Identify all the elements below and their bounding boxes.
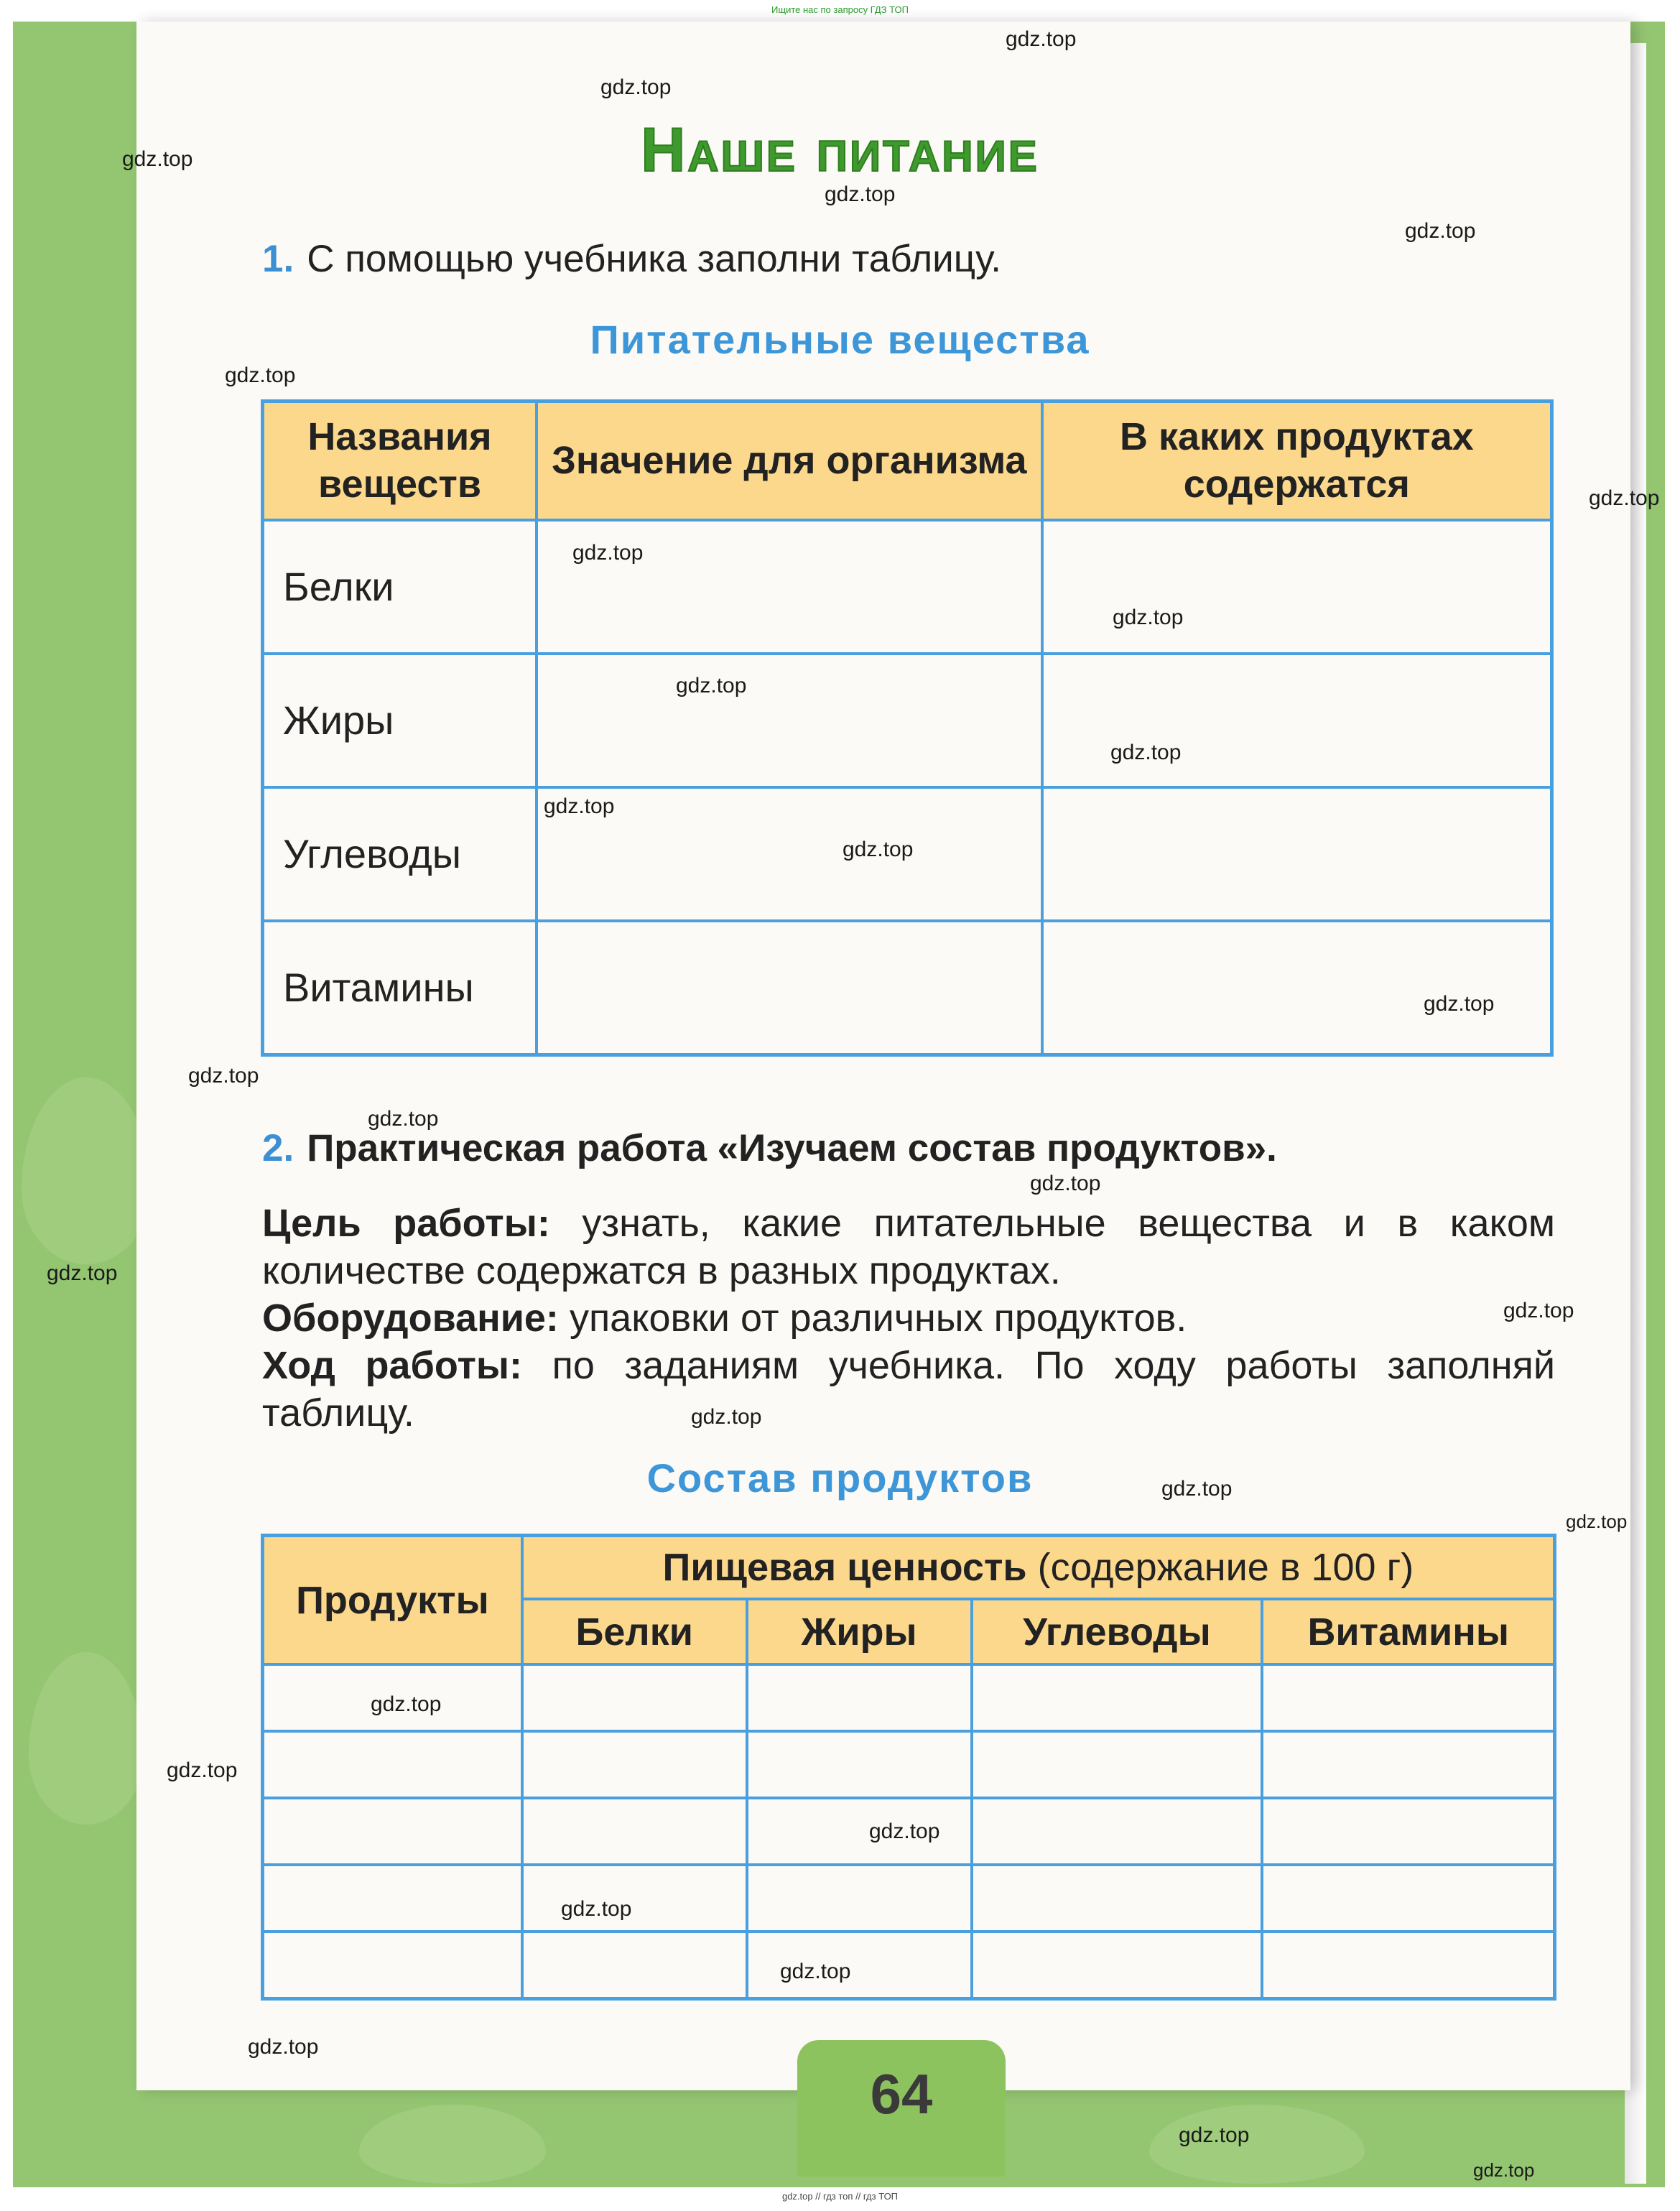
answer-cell[interactable] (522, 1932, 747, 1998)
watermark: gdz.top (368, 1107, 439, 1131)
table-row (263, 654, 1552, 787)
row-label-fats: Жиры (263, 654, 537, 787)
page-number: 64 (870, 2062, 933, 2126)
answer-cell[interactable] (972, 1932, 1263, 1998)
answer-cell[interactable] (522, 1664, 747, 1731)
watermark: gdz.top (780, 1960, 851, 1983)
row-label-proteins: Белки (263, 520, 537, 654)
header-carbohydrates: Углеводы (972, 1599, 1263, 1664)
table-2-caption: Состав продуктов (646, 1455, 1034, 1501)
header-products: Продукты (263, 1536, 522, 1665)
answer-cell[interactable] (972, 1798, 1263, 1865)
table-header-row (263, 402, 1552, 520)
answer-cell[interactable] (522, 1865, 747, 1932)
table-header-row (263, 1536, 1555, 1600)
watermark: gdz.top (1110, 741, 1182, 764)
answer-cell[interactable] (263, 1798, 522, 1865)
watermark: gdz.top (544, 794, 615, 818)
watermark: gdz.top (1113, 606, 1184, 629)
header-substance-names: Названия веществ (263, 402, 537, 520)
task-1-text: С помощью учебника заполни таблицу. (307, 238, 1002, 280)
process-text: по заданиям учебника. По ходу работы заполняй таблицу. (262, 1344, 1555, 1434)
answer-cell[interactable] (747, 1664, 972, 1731)
row-label-vitamins: Витамины (263, 921, 537, 1055)
answer-cell[interactable] (1042, 520, 1552, 654)
table-row (263, 520, 1552, 654)
watermark: gdz.top (1566, 1511, 1628, 1532)
header-fats: Жиры (747, 1599, 972, 1664)
answer-cell[interactable] (1262, 1731, 1554, 1798)
watermark: gdz.top (1424, 992, 1495, 1016)
watermark: gdz.top (248, 2035, 319, 2059)
answer-cell[interactable] (1042, 787, 1552, 921)
answer-cell[interactable] (522, 1731, 747, 1798)
answer-cell[interactable] (1262, 1932, 1554, 1998)
answer-cell[interactable] (537, 921, 1042, 1055)
answer-cell[interactable] (1042, 654, 1552, 787)
answer-cell[interactable] (972, 1664, 1263, 1731)
goal-text: узнать, какие питательные вещества и в каком количестве содержатся в разных продуктах. (262, 1202, 1555, 1292)
table-row (263, 1731, 1555, 1798)
process-label: Ход работы: (262, 1344, 523, 1387)
header-products: В каких продуктах содержатся (1042, 402, 1552, 520)
goal-label: Цель работы: (262, 1202, 550, 1245)
footer-note: gdz.top // гдз топ // гдз ТОП (781, 2191, 899, 2202)
answer-cell[interactable] (747, 1731, 972, 1798)
watermark: gdz.top (1589, 486, 1660, 510)
answer-cell[interactable] (1262, 1865, 1554, 1932)
watermark: gdz.top (225, 363, 296, 387)
watermark: gdz.top (1405, 219, 1476, 243)
watermark: gdz.top (843, 838, 914, 861)
nutritional-value-label: Пищевая ценность (662, 1546, 1027, 1590)
answer-cell[interactable] (972, 1731, 1263, 1798)
answer-cell[interactable] (972, 1865, 1263, 1932)
equipment-text: упаковки от различных продуктов. (569, 1297, 1187, 1340)
watermark: gdz.top (371, 1692, 442, 1716)
answer-cell[interactable] (537, 520, 1042, 654)
watermark: gdz.top (188, 1064, 259, 1088)
answer-cell[interactable] (1042, 921, 1552, 1055)
task-1 (262, 237, 1001, 281)
table-row (263, 1664, 1555, 1731)
answer-cell[interactable] (747, 1865, 972, 1932)
header-significance: Значение для организма (537, 402, 1042, 520)
task-1-number: 1. (262, 238, 294, 280)
watermark: gdz.top (600, 75, 672, 99)
table-row (263, 1932, 1555, 1998)
header-proteins: Белки (522, 1599, 747, 1664)
answer-cell[interactable] (263, 1731, 522, 1798)
task-2-text: Практическая работа «Изучаем состав продуктов». (307, 1127, 1277, 1169)
header-vitamins: Витамины (1262, 1599, 1554, 1664)
page-title: Наше питание (641, 116, 1039, 185)
watermark: gdz.top (1006, 27, 1077, 51)
task-2-number: 2. (262, 1127, 294, 1169)
answer-cell[interactable] (263, 1932, 522, 1998)
nutrients-table (261, 399, 1554, 1057)
table-1-caption: Питательные вещества (590, 317, 1090, 362)
row-label-carbohydrates: Углеводы (263, 787, 537, 921)
answer-cell[interactable] (537, 654, 1042, 787)
table-row (263, 921, 1552, 1055)
watermark: gdz.top (825, 182, 896, 206)
table-row (263, 1865, 1555, 1932)
answer-cell[interactable] (263, 1865, 522, 1932)
task-2-description (262, 1200, 1555, 1437)
answer-cell[interactable] (1262, 1798, 1554, 1865)
watermark: gdz.top (561, 1897, 632, 1921)
watermark: gdz.top (1503, 1299, 1574, 1322)
content-per-100g-label: (содержание в 100 г) (1037, 1546, 1414, 1590)
watermark: gdz.top (869, 1820, 940, 1843)
product-composition-table (261, 1534, 1556, 2001)
watermark: gdz.top (1161, 1477, 1233, 1501)
watermark: gdz.top (167, 1758, 238, 1782)
answer-cell[interactable] (522, 1798, 747, 1865)
watermark: gdz.top (1473, 2159, 1535, 2181)
task-2 (262, 1126, 1277, 1170)
header-nutritional-value (522, 1536, 1555, 1600)
watermark: gdz.top (1030, 1172, 1101, 1195)
watermark: gdz.top (676, 674, 747, 697)
answer-cell[interactable] (1262, 1664, 1554, 1731)
watermark: gdz.top (572, 541, 644, 565)
watermark: gdz.top (1179, 2123, 1250, 2147)
watermark: gdz.top (691, 1405, 762, 1429)
watermark: gdz.top (47, 1261, 118, 1285)
watermark: gdz.top (122, 147, 193, 171)
equipment-label: Оборудование: (262, 1297, 559, 1340)
header-note: Ищите нас по запросу ГДЗ ТОП (771, 4, 909, 15)
